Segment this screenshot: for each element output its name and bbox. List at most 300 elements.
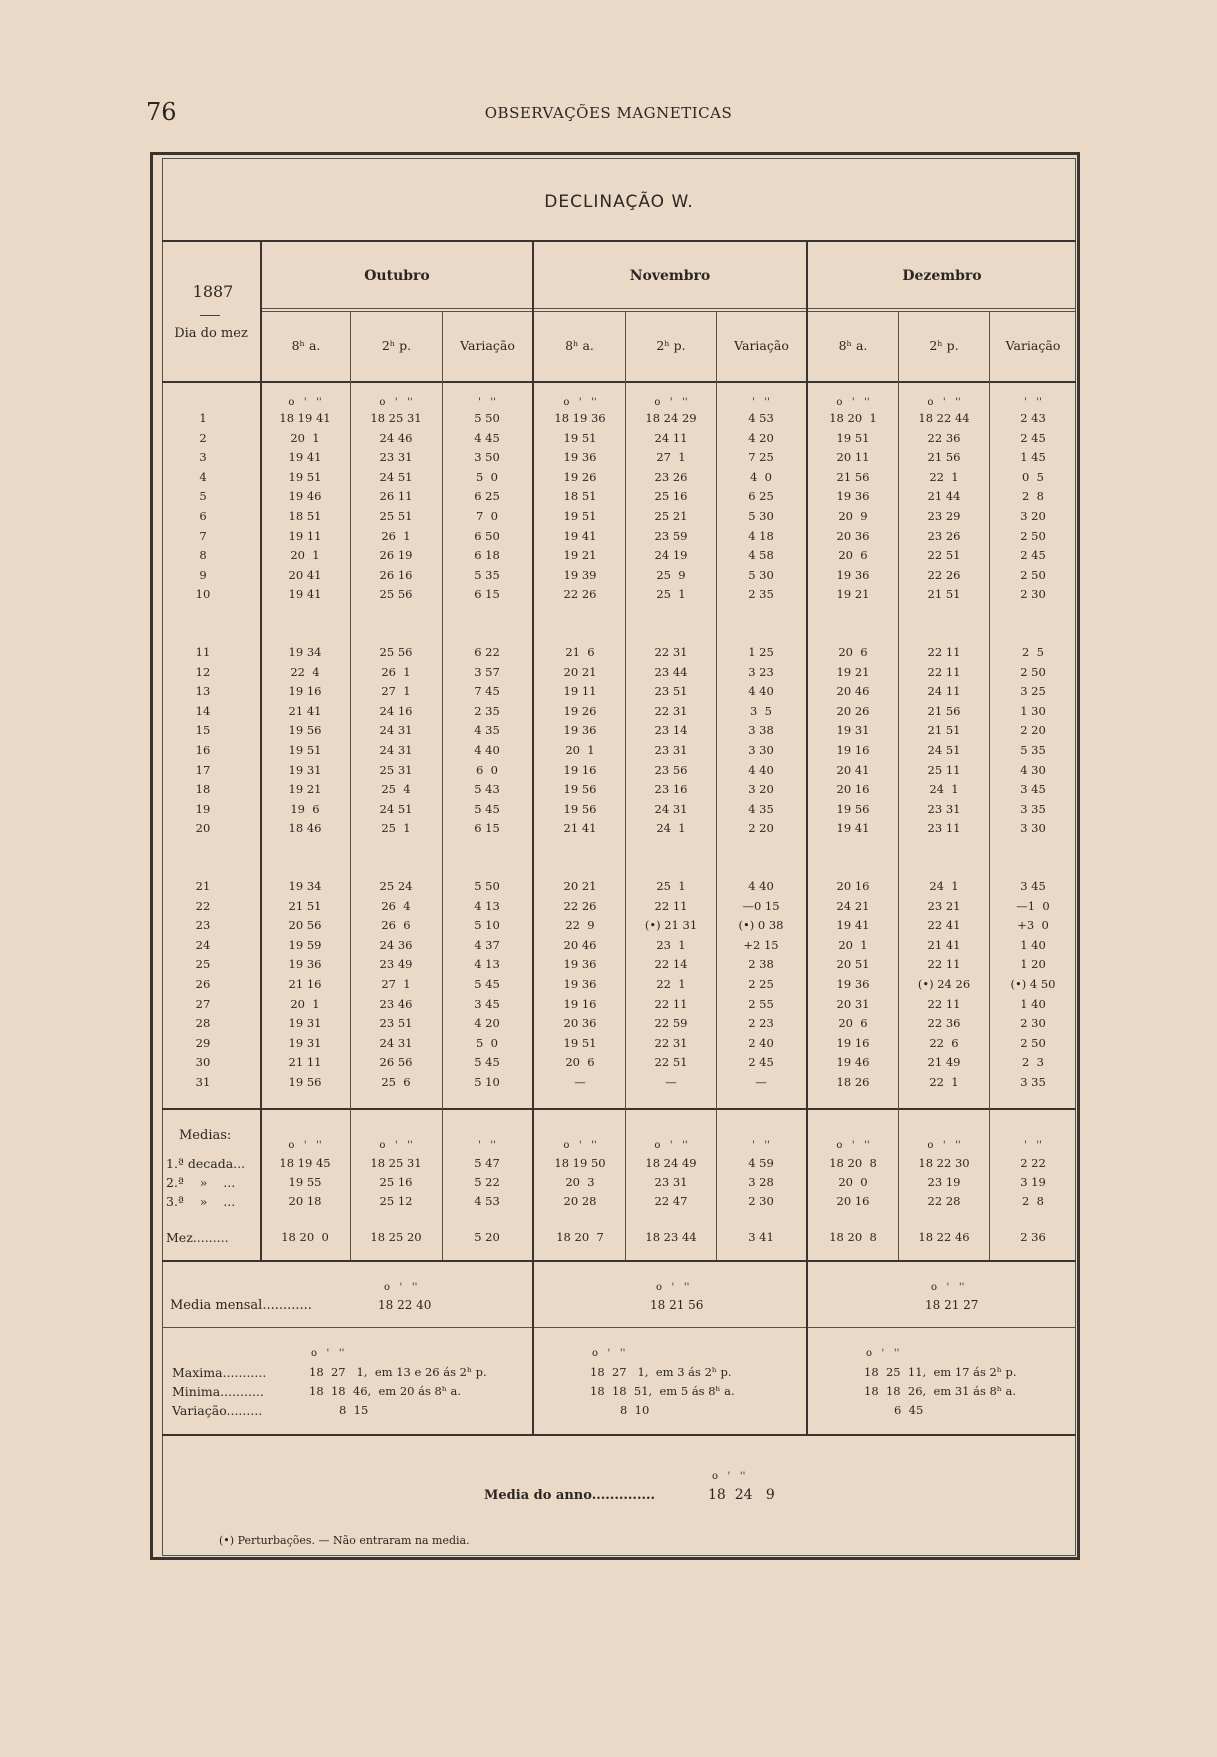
day-value: 6 22 — [474, 645, 500, 659]
day-value: 5 10 — [474, 918, 500, 932]
day-value: 5 45 — [474, 802, 500, 816]
medias-unit-mark: o ' '' — [288, 1140, 322, 1151]
day-value: 19 16 — [288, 684, 322, 698]
day-value: 23 1 — [656, 938, 686, 952]
day-value: 19 51 — [288, 470, 322, 484]
running-head: OBSERVAÇÕES MAGNETICAS — [484, 104, 733, 122]
month-header-dezembro: Dezembro — [902, 268, 982, 284]
day-value: 25 11 — [927, 763, 961, 777]
day-value: 21 56 — [927, 450, 961, 464]
day-value: 2 40 — [748, 1036, 774, 1050]
day-value: 3 38 — [748, 723, 774, 737]
day-value: 19 21 — [836, 587, 870, 601]
day-value: 5 43 — [474, 782, 500, 796]
extremes-units-nov: o ' '' — [592, 1348, 626, 1359]
day-value: 2 50 — [1020, 529, 1046, 543]
day-value: 3 45 — [1020, 782, 1046, 796]
day-value: 22 31 — [654, 704, 688, 718]
day-value: 24 31 — [654, 802, 688, 816]
day-value: 3 50 — [474, 450, 500, 464]
medias-unit-mark: o ' '' — [654, 1140, 688, 1151]
day-value: 3 20 — [1020, 509, 1046, 523]
day-value: 26 1 — [381, 529, 411, 543]
day-value: 19 36 — [836, 489, 870, 503]
medias-value: 20 18 — [288, 1194, 322, 1208]
day-value: 26 16 — [379, 568, 413, 582]
medias-value: 18 19 45 — [279, 1156, 331, 1170]
day-value: 2 50 — [1020, 1036, 1046, 1050]
medias-value: 2 30 — [748, 1194, 774, 1208]
day-value: 5 50 — [474, 879, 500, 893]
day-value: (•) 0 38 — [738, 918, 784, 932]
day-value: 23 14 — [654, 723, 688, 737]
day-value: 3 57 — [474, 665, 500, 679]
day-value: 22 41 — [927, 918, 961, 932]
medias-value: 25 12 — [379, 1194, 413, 1208]
day-value: +3 0 — [1017, 918, 1049, 932]
unit-mark: o ' '' — [563, 397, 597, 408]
day-value: 19 41 — [836, 918, 870, 932]
day-value: 20 36 — [836, 529, 870, 543]
rule-above-extremes — [162, 1327, 1076, 1328]
rule-oct-nov — [532, 242, 534, 1434]
day-value: 21 44 — [927, 489, 961, 503]
medias-value: 23 19 — [927, 1175, 961, 1189]
day-value: 23 51 — [379, 1016, 413, 1030]
day-value: 3 5 — [750, 704, 772, 718]
day-value: 20 46 — [563, 938, 597, 952]
day-number: 31 — [195, 1075, 211, 1089]
day-value: (•) 24 26 — [917, 977, 971, 991]
day-value: 20 1 — [290, 431, 320, 445]
day-value: 2 35 — [748, 587, 774, 601]
day-value: 2 45 — [1020, 431, 1046, 445]
day-value: 21 11 — [288, 1055, 322, 1069]
rule-under-title — [162, 240, 1076, 242]
day-value: 19 36 — [836, 977, 870, 991]
day-value: 22 31 — [654, 1036, 688, 1050]
nov-maxima: 18 27 1, em 3 ás 2ʰ p. — [590, 1365, 732, 1379]
day-value: 2 8 — [1022, 489, 1044, 503]
unit-mark: o ' '' — [379, 397, 413, 408]
day-value: 7 0 — [476, 509, 498, 523]
day-value: 19 46 — [836, 1055, 870, 1069]
day-value: 25 1 — [381, 821, 411, 835]
day-number: 4 — [199, 470, 207, 484]
day-number: 19 — [195, 802, 211, 816]
day-value: 5 45 — [474, 1055, 500, 1069]
medias-row-label: 2.ª » ... — [166, 1175, 236, 1190]
day-value: 24 21 — [836, 899, 870, 913]
subhead-oct-var: Variação — [460, 338, 515, 353]
day-value: 4 35 — [474, 723, 500, 737]
footnote: (•) Perturbações. — Não entraram na media. — [219, 1534, 470, 1547]
medias-label: Medias: — [179, 1128, 232, 1143]
oct-variacao: 8 15 — [339, 1403, 369, 1417]
day-value: 19 36 — [563, 977, 597, 991]
day-value: 20 41 — [836, 763, 870, 777]
unit-mark: ' '' — [478, 397, 496, 408]
day-value: 3 20 — [748, 782, 774, 796]
day-number: 20 — [195, 821, 211, 835]
day-value: 22 59 — [654, 1016, 688, 1030]
day-value: 19 41 — [836, 821, 870, 835]
day-number: 25 — [195, 957, 211, 971]
day-value: 6 25 — [474, 489, 500, 503]
day-value: 25 4 — [381, 782, 411, 796]
day-value: 2 20 — [1020, 723, 1046, 737]
day-value: 22 1 — [929, 470, 959, 484]
day-value: 6 18 — [474, 548, 500, 562]
day-value: 4 20 — [748, 431, 774, 445]
rule-oct-8-2 — [350, 312, 351, 1260]
medias-value: 18 23 44 — [645, 1230, 697, 1244]
day-value: 19 31 — [836, 723, 870, 737]
day-value: 19 26 — [563, 470, 597, 484]
day-value: 4 20 — [474, 1016, 500, 1030]
day-value: 18 51 — [288, 509, 322, 523]
table-frame-inner — [162, 158, 1076, 1556]
day-value: — — [574, 1075, 586, 1089]
day-value: — — [755, 1075, 767, 1089]
year-label: 1887 — [192, 282, 234, 301]
day-value: 2 50 — [1020, 665, 1046, 679]
subhead-dec-8a: 8ʰ a. — [838, 338, 868, 353]
day-value: 22 51 — [654, 1055, 688, 1069]
day-value: 19 41 — [288, 587, 322, 601]
day-value: — — [665, 1075, 677, 1089]
medias-unit-mark: ' '' — [478, 1140, 496, 1151]
medias-value: 3 19 — [1020, 1175, 1046, 1189]
day-value: 2 3 — [1022, 1055, 1044, 1069]
medias-value: 2 36 — [1020, 1230, 1046, 1244]
day-value: (•) 21 31 — [644, 918, 698, 932]
day-value: 18 25 31 — [370, 411, 422, 425]
day-number: 3 — [199, 450, 207, 464]
day-value: 24 51 — [379, 802, 413, 816]
medias-value: 20 3 — [565, 1175, 595, 1189]
day-value: 19 39 — [563, 568, 597, 582]
day-value: 26 19 — [379, 548, 413, 562]
year-dash — [200, 315, 220, 316]
day-value: 3 45 — [1020, 879, 1046, 893]
rule-under-months-2 — [262, 311, 1076, 312]
day-value: 23 26 — [654, 470, 688, 484]
month-header-novembro: Novembro — [629, 268, 711, 284]
medias-row-label: 1.ª decada... — [166, 1156, 246, 1171]
day-value: 22 36 — [927, 1016, 961, 1030]
medias-value: 20 16 — [836, 1194, 870, 1208]
day-value: 2 43 — [1020, 411, 1046, 425]
day-number: 12 — [195, 665, 211, 679]
day-value: 22 31 — [654, 645, 688, 659]
day-value: 2 30 — [1020, 1016, 1046, 1030]
rule-dec-8-2 — [898, 312, 899, 1260]
day-value: 19 34 — [288, 645, 322, 659]
day-value: 19 16 — [563, 763, 597, 777]
medias-value: 2 22 — [1020, 1156, 1046, 1170]
media-mensal-dec: 18 21 27 — [925, 1298, 979, 1312]
day-value: 21 41 — [927, 938, 961, 952]
day-value: —1 0 — [1016, 899, 1050, 913]
day-value: 18 46 — [288, 821, 322, 835]
day-value: 20 56 — [288, 918, 322, 932]
day-number: 7 — [199, 529, 207, 543]
page-number: 76 — [146, 98, 177, 126]
day-value: 20 36 — [563, 1016, 597, 1030]
day-value: 26 6 — [381, 918, 411, 932]
day-value: 21 51 — [927, 723, 961, 737]
day-value: 5 35 — [1020, 743, 1046, 757]
day-number: 16 — [195, 743, 211, 757]
unit-mark: o ' '' — [836, 397, 870, 408]
day-value: 19 34 — [288, 879, 322, 893]
subhead-oct-2p: 2ʰ p. — [381, 338, 412, 353]
day-value: 2 55 — [748, 997, 774, 1011]
day-number: 15 — [195, 723, 211, 737]
medias-value: 25 16 — [379, 1175, 413, 1189]
day-value: 2 38 — [748, 957, 774, 971]
day-value: 23 49 — [379, 957, 413, 971]
nov-minima: 18 18 51, em 5 ás 8ʰ a. — [590, 1384, 735, 1398]
day-value: 19 56 — [836, 802, 870, 816]
day-value: 4 40 — [748, 684, 774, 698]
day-value: 27 1 — [381, 977, 411, 991]
subhead-nov-2p: 2ʰ p. — [656, 338, 686, 353]
day-value: 19 21 — [288, 782, 322, 796]
day-value: 6 50 — [474, 529, 500, 543]
day-value: 23 56 — [654, 763, 688, 777]
day-value: 23 29 — [927, 509, 961, 523]
day-value: 25 6 — [381, 1075, 411, 1089]
medias-value: 20 0 — [838, 1175, 868, 1189]
rule-above-medias — [162, 1108, 1076, 1110]
oct-maxima: 18 27 1, em 13 e 26 ás 2ʰ p. — [309, 1365, 487, 1379]
day-value: 2 45 — [748, 1055, 774, 1069]
day-value: 20 16 — [836, 879, 870, 893]
day-value: 4 40 — [748, 763, 774, 777]
day-value: 24 31 — [379, 743, 413, 757]
day-value: 23 51 — [654, 684, 688, 698]
day-value: 25 31 — [379, 763, 413, 777]
dec-variacao: 6 45 — [894, 1403, 924, 1417]
table-title: DECLINAÇÃO W. — [544, 192, 694, 212]
day-value: 19 59 — [288, 938, 322, 952]
day-value: 23 59 — [654, 529, 688, 543]
day-number: 6 — [199, 509, 207, 523]
media-do-anno-label: Media do anno.............. — [484, 1488, 656, 1503]
day-value: 1 40 — [1020, 938, 1046, 952]
media-mensal-units-nov: o ' '' — [656, 1282, 690, 1293]
nov-variacao: 8 10 — [620, 1403, 650, 1417]
day-value: 2 50 — [1020, 568, 1046, 582]
medias-value: 4 59 — [748, 1156, 774, 1170]
rule-under-months — [262, 308, 1076, 309]
medias-value: 5 20 — [474, 1230, 500, 1244]
day-value: 23 46 — [379, 997, 413, 1011]
day-value: 5 0 — [476, 470, 498, 484]
day-value: 22 1 — [656, 977, 686, 991]
day-value: 26 4 — [381, 899, 411, 913]
day-value: 19 36 — [563, 450, 597, 464]
day-value: 19 16 — [836, 1036, 870, 1050]
day-value: 19 11 — [288, 529, 322, 543]
day-value: 1 45 — [1020, 450, 1046, 464]
day-value: 19 51 — [563, 431, 597, 445]
day-value: 21 51 — [927, 587, 961, 601]
day-value: 22 51 — [927, 548, 961, 562]
day-number: 28 — [195, 1016, 211, 1030]
day-value: 22 26 — [563, 587, 597, 601]
medias-unit-mark: o ' '' — [836, 1140, 870, 1151]
day-value: 18 26 — [836, 1075, 870, 1089]
day-value: 20 21 — [563, 665, 597, 679]
medias-value: 18 25 20 — [370, 1230, 422, 1244]
day-number: 8 — [199, 548, 207, 562]
day-value: 25 56 — [379, 645, 413, 659]
day-value: 22 11 — [654, 899, 688, 913]
day-value: 24 36 — [379, 938, 413, 952]
day-value: 4 40 — [474, 743, 500, 757]
day-value: 19 51 — [836, 431, 870, 445]
day-value: —0 15 — [742, 899, 780, 913]
day-value: 21 51 — [288, 899, 322, 913]
day-value: (•) 4 50 — [1010, 977, 1056, 991]
day-value: 20 46 — [836, 684, 870, 698]
day-value: 25 16 — [654, 489, 688, 503]
day-value: 19 51 — [288, 743, 322, 757]
day-value: 4 37 — [474, 938, 500, 952]
day-value: 22 14 — [654, 957, 688, 971]
day-value: 21 16 — [288, 977, 322, 991]
medias-value: 18 22 30 — [918, 1156, 970, 1170]
day-value: 22 11 — [927, 957, 961, 971]
day-value: 4 35 — [748, 802, 774, 816]
day-value: 5 45 — [474, 977, 500, 991]
subhead-dec-var: Variação — [1005, 338, 1061, 353]
day-value: 22 26 — [563, 899, 597, 913]
medias-value: 5 22 — [474, 1175, 500, 1189]
day-value: 24 19 — [654, 548, 688, 562]
day-value: 21 49 — [927, 1055, 961, 1069]
day-value: 2 30 — [1020, 587, 1046, 601]
medias-value: 19 55 — [288, 1175, 322, 1189]
day-value: 20 6 — [838, 645, 868, 659]
unit-mark: ' '' — [752, 397, 770, 408]
day-value: 20 31 — [836, 997, 870, 1011]
month-header-outubro: Outubro — [364, 268, 430, 284]
day-value: 5 10 — [474, 1075, 500, 1089]
rule-nov-dec — [806, 242, 808, 1434]
day-value: 2 23 — [748, 1016, 774, 1030]
day-value: 19 6 — [290, 802, 320, 816]
day-value: 1 30 — [1020, 704, 1046, 718]
maxima-label: Maxima........... — [172, 1365, 267, 1380]
rule-under-subheads — [162, 381, 1076, 383]
day-value: 18 51 — [563, 489, 597, 503]
day-value: 22 11 — [927, 997, 961, 1011]
medias-value: 18 24 49 — [645, 1156, 697, 1170]
medias-unit-mark: o ' '' — [927, 1140, 961, 1151]
day-value: 24 31 — [379, 723, 413, 737]
day-value: 19 26 — [563, 704, 597, 718]
dec-minima: 18 18 26, em 31 ás 8ʰ a. — [864, 1384, 1017, 1398]
day-value: 19 36 — [288, 957, 322, 971]
day-value: 7 25 — [748, 450, 774, 464]
day-value: 23 16 — [654, 782, 688, 796]
day-value: 19 36 — [563, 957, 597, 971]
day-value: 21 41 — [563, 821, 597, 835]
day-value: 2 35 — [474, 704, 500, 718]
medias-unit-mark: ' '' — [1024, 1140, 1042, 1151]
day-value: 18 22 44 — [918, 411, 970, 425]
medias-value: 4 53 — [474, 1194, 500, 1208]
day-value: 19 16 — [836, 743, 870, 757]
day-value: 25 56 — [379, 587, 413, 601]
day-value: 26 56 — [379, 1055, 413, 1069]
day-value: 20 21 — [563, 879, 597, 893]
medias-unit-mark: o ' '' — [563, 1140, 597, 1151]
day-value: 19 41 — [563, 529, 597, 543]
medias-value: 18 20 8 — [829, 1156, 877, 1170]
day-column-label: Dia do mez — [174, 326, 248, 341]
day-value: 26 1 — [381, 665, 411, 679]
day-value: 22 11 — [927, 645, 961, 659]
day-value: 19 56 — [563, 782, 597, 796]
day-value: 19 46 — [288, 489, 322, 503]
day-value: 20 16 — [836, 782, 870, 796]
medias-row-label: Mez......... — [166, 1230, 229, 1245]
medias-value: 2 8 — [1022, 1194, 1044, 1208]
day-value: 21 6 — [565, 645, 595, 659]
day-value: 20 6 — [565, 1055, 595, 1069]
day-value: 4 13 — [474, 957, 500, 971]
day-value: 20 6 — [838, 548, 868, 562]
day-value: 4 40 — [748, 879, 774, 893]
day-value: 2 5 — [1022, 645, 1044, 659]
day-value: 3 45 — [474, 997, 500, 1011]
day-value: 4 0 — [750, 470, 772, 484]
day-value: 20 1 — [290, 548, 320, 562]
day-value: 21 56 — [836, 470, 870, 484]
day-value: 4 58 — [748, 548, 774, 562]
day-value: 24 51 — [927, 743, 961, 757]
day-value: 2 45 — [1020, 548, 1046, 562]
day-value: 24 1 — [656, 821, 686, 835]
dec-maxima: 18 25 11, em 17 ás 2ʰ p. — [864, 1365, 1017, 1379]
day-value: 7 45 — [474, 684, 500, 698]
day-value: 25 21 — [654, 509, 688, 523]
day-value: 20 41 — [288, 568, 322, 582]
day-value: 19 31 — [288, 1016, 322, 1030]
day-value: 19 31 — [288, 1036, 322, 1050]
day-number: 18 — [195, 782, 211, 796]
day-value: +2 15 — [743, 938, 779, 952]
day-value: 23 31 — [927, 802, 961, 816]
medias-value: 22 47 — [654, 1194, 688, 1208]
day-value: 18 19 41 — [279, 411, 331, 425]
day-value: 20 1 — [838, 938, 868, 952]
medias-row-label: 3.ª » ... — [166, 1194, 236, 1209]
unit-mark: o ' '' — [654, 397, 688, 408]
subhead-nov-8a: 8ʰ a. — [565, 338, 594, 353]
day-value: 25 9 — [656, 568, 686, 582]
day-value: 22 4 — [290, 665, 320, 679]
day-value: 18 19 36 — [554, 411, 606, 425]
day-value: 2 20 — [748, 821, 774, 835]
day-value: 26 11 — [379, 489, 413, 503]
day-number: 22 — [195, 899, 211, 913]
